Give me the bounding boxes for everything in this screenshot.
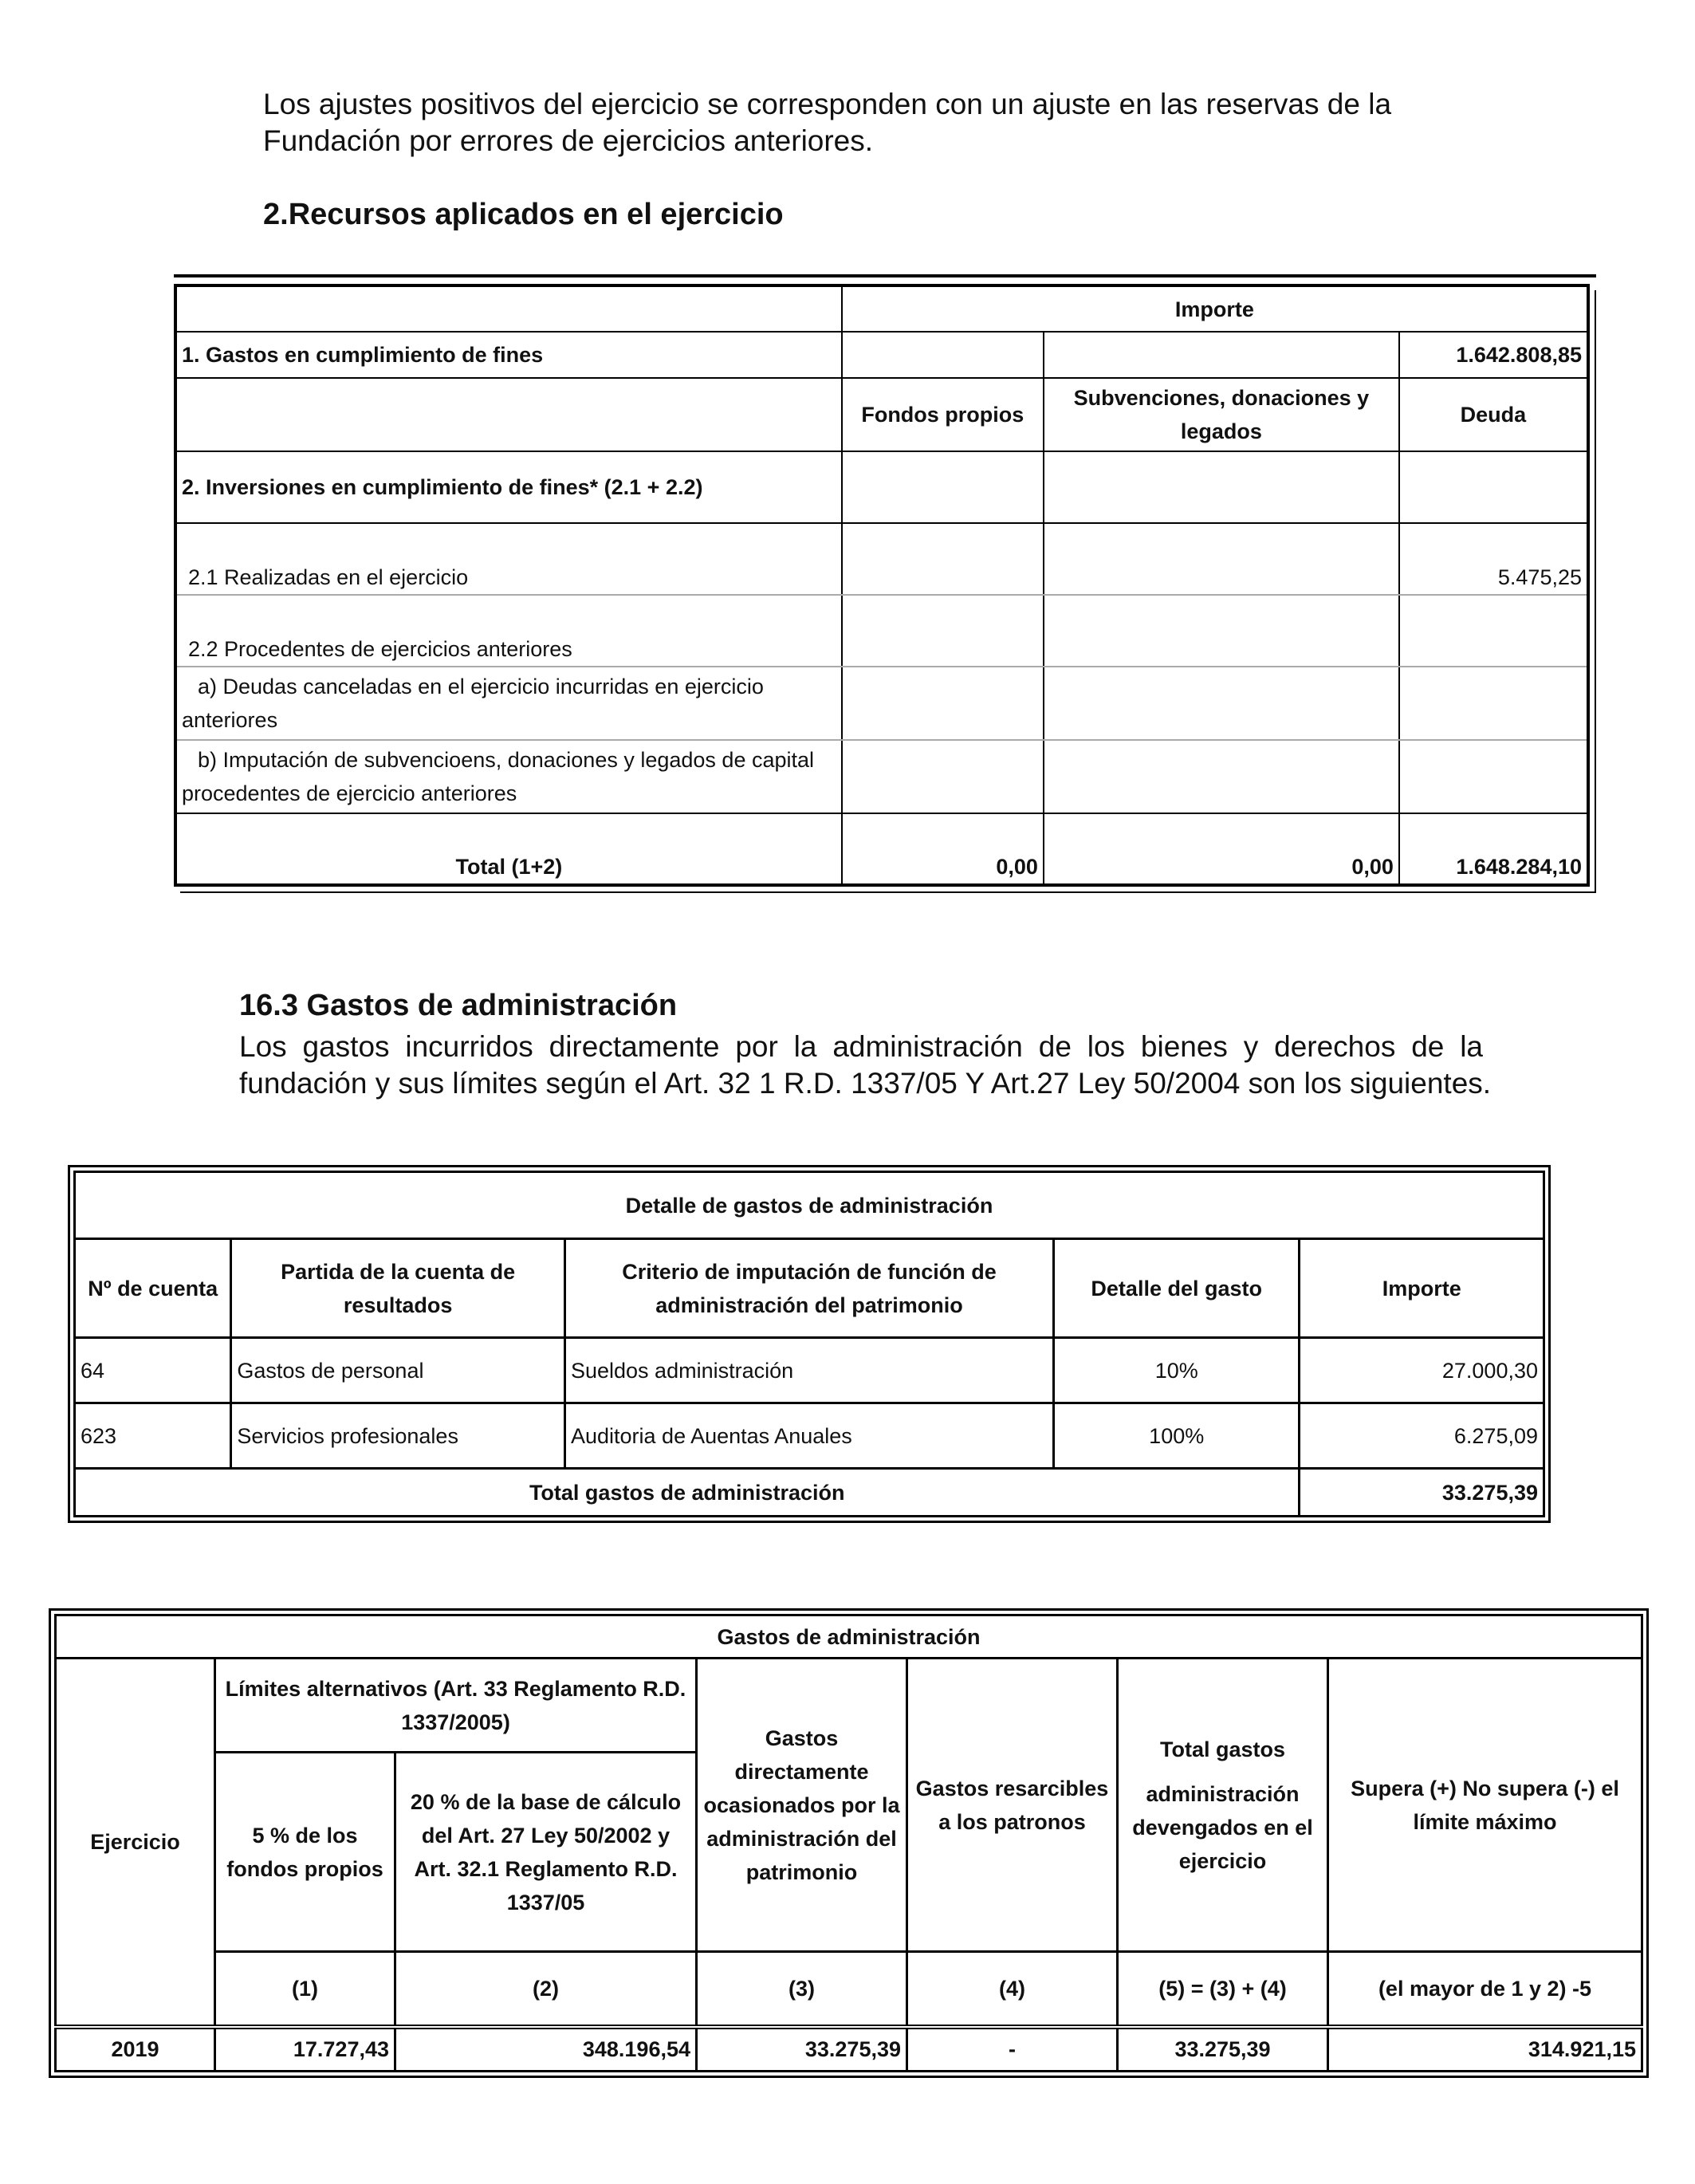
table-detalle-gastos-admin xyxy=(73,1171,1545,1517)
t3-row-col6: 314.921,15 xyxy=(1328,2027,1642,2072)
t2-header-cuenta: Nº de cuenta xyxy=(75,1239,231,1338)
intro-line-1: Los ajustes positivos del ejercicio se corresponden con un ajuste en las reservas de la xyxy=(263,88,1392,120)
t2-header-partida: Partida de la cuenta de resultados xyxy=(231,1239,565,1338)
t2-row1-cuenta: 64 xyxy=(75,1338,231,1403)
intro-line-2: Fundación por errores de ejercicios anteriores. xyxy=(263,124,874,157)
t3-row-col5: 33.275,39 xyxy=(1118,2027,1328,2072)
t1-total-deuda: 1.648.284,10 xyxy=(1399,813,1588,885)
t1-row2-label: 2. Inversiones en cumplimiento de fines* (2.1 + 2.2) xyxy=(175,451,842,523)
t2-row2-importe: 6.275,09 xyxy=(1300,1403,1544,1469)
t1-row21-label: 2.1 Realizadas en el ejercicio xyxy=(175,523,842,595)
t1-row22-deuda xyxy=(1399,595,1588,667)
t2-row1-criterio: Sueldos administración xyxy=(564,1338,1053,1403)
t2-row2-criterio: Auditoria de Auentas Anuales xyxy=(564,1403,1053,1469)
section-title-gastos-admin: 16.3 Gastos de administración xyxy=(239,989,678,1022)
t3-row-col2: 348.196,54 xyxy=(395,2027,697,2072)
t1-row21-deuda: 5.475,25 xyxy=(1399,523,1588,595)
t2-row1-partida: Gastos de personal xyxy=(231,1338,565,1403)
t2-row1-importe: 27.000,30 xyxy=(1300,1338,1544,1403)
t3-col5 xyxy=(1118,1659,1328,1952)
t3-col1: 5 % de los fondos propios xyxy=(215,1753,395,1952)
t2-total-label: Total gastos de administración xyxy=(75,1469,1300,1517)
t3-row-col3: 33.275,39 xyxy=(697,2027,907,2072)
t3-row-ejercicio: 2019 xyxy=(56,2027,215,2072)
section163-line-2: fundación y sus límites según el Art. 32 1 R.D. 1337/05 Y Art.27 Ley 50/2004 son los siguientes. xyxy=(239,1067,1492,1100)
t1-row22b-label: b) Imputación de subvencioens, donaciones y legados de capital procedentes de ejercicio anteriores xyxy=(175,740,842,813)
t1-col-fondos: Fondos propios xyxy=(842,378,1044,451)
t3-limites-header: Límites alternativos (Art. 33 Reglamento R.D. 1337/2005) xyxy=(215,1659,697,1753)
t1-row2-deuda xyxy=(1399,451,1588,523)
t1-row22-fondos xyxy=(842,595,1044,667)
t3-sub2: (2) xyxy=(395,1952,697,2027)
t1-row1-value: 1.642.808,85 xyxy=(1399,332,1588,378)
table-gastos-admin-limites xyxy=(54,1614,1643,2072)
t1-header-importe: Importe xyxy=(842,285,1588,332)
t1-row22a-deuda xyxy=(1399,667,1588,740)
t1-row1-label: 1. Gastos en cumplimiento de fines xyxy=(175,332,842,378)
t2-row2-partida: Servicios profesionales xyxy=(231,1403,565,1469)
t3-sub3: (3) xyxy=(697,1952,907,2027)
t1-row1-subv xyxy=(1044,332,1399,378)
table1-top-rule xyxy=(174,274,1596,277)
section-title-recursos: 2.Recursos aplicados en el ejercicio xyxy=(263,198,784,231)
t1-total-label: Total (1+2) xyxy=(175,813,842,885)
t2-title: Detalle de gastos de administración xyxy=(75,1172,1544,1239)
t3-col2: 20 % de la base de cálculo del Art. 27 Ley 50/2002 y Art. 32.1 Reglamento R.D. 1337/05 xyxy=(395,1753,697,1952)
t1-total-subv: 0,00 xyxy=(1044,813,1399,885)
t1-row2-fondos xyxy=(842,451,1044,523)
t2-row1-detalle: 10% xyxy=(1053,1338,1299,1403)
t3-sub5: (5) = (3) + (4) xyxy=(1118,1952,1328,2027)
t1-empty-corner xyxy=(175,285,842,332)
t3-col6: Supera (+) No supera (-) el límite máximo xyxy=(1328,1659,1642,1952)
t3-col5-line2: administración devengados en el ejercicio xyxy=(1132,1781,1313,1873)
t1-colheader-empty xyxy=(175,378,842,451)
t1-row22a-label: a) Deudas canceladas en el ejercicio incurridas en ejercicio anteriores xyxy=(175,667,842,740)
t3-col5-line1: Total gastos xyxy=(1159,1737,1286,1761)
section163-line-1: Los gastos incurridos directamente por la administración de los bienes y derechos de la xyxy=(239,1030,1483,1063)
t1-row22a-subv xyxy=(1044,667,1399,740)
t1-row21-subv xyxy=(1044,523,1399,595)
table-recursos-aplicados xyxy=(174,284,1590,887)
t1-row2-subv xyxy=(1044,451,1399,523)
t3-sub4: (4) xyxy=(907,1952,1118,2027)
t3-title: Gastos de administración xyxy=(56,1615,1642,1659)
t2-header-criterio: Criterio de imputación de función de administración del patrimonio xyxy=(564,1239,1053,1338)
t1-row22-subv xyxy=(1044,595,1399,667)
t2-header-importe: Importe xyxy=(1300,1239,1544,1338)
t1-row22b-fondos xyxy=(842,740,1044,813)
t1-row22b-deuda xyxy=(1399,740,1588,813)
t1-row22a-fondos xyxy=(842,667,1044,740)
t1-col-subv: Subvenciones, donaciones y legados xyxy=(1044,378,1399,451)
t3-sub6: (el mayor de 1 y 2) -5 xyxy=(1328,1952,1642,2027)
t1-row22-label: 2.2 Procedentes de ejercicios anteriores xyxy=(175,595,842,667)
t2-row2-detalle: 100% xyxy=(1053,1403,1299,1469)
t1-row21-fondos xyxy=(842,523,1044,595)
t3-col4: Gastos resarcibles a los patronos xyxy=(907,1659,1118,1952)
t3-row-col4: - xyxy=(907,2027,1118,2072)
t1-total-fondos: 0,00 xyxy=(842,813,1044,885)
t1-row22b-subv xyxy=(1044,740,1399,813)
t1-col-deuda: Deuda xyxy=(1399,378,1588,451)
t2-row2-cuenta: 623 xyxy=(75,1403,231,1469)
t3-col3: Gastos directamente ocasionados por la administración del patrimonio xyxy=(697,1659,907,1952)
t3-sub1: (1) xyxy=(215,1952,395,2027)
t3-row-col1: 17.727,43 xyxy=(215,2027,395,2072)
t2-total-value: 33.275,39 xyxy=(1300,1469,1544,1517)
t2-header-detalle: Detalle del gasto xyxy=(1053,1239,1299,1338)
t3-col-ejercicio: Ejercicio xyxy=(56,1659,215,2027)
t1-row1-fondos xyxy=(842,332,1044,378)
